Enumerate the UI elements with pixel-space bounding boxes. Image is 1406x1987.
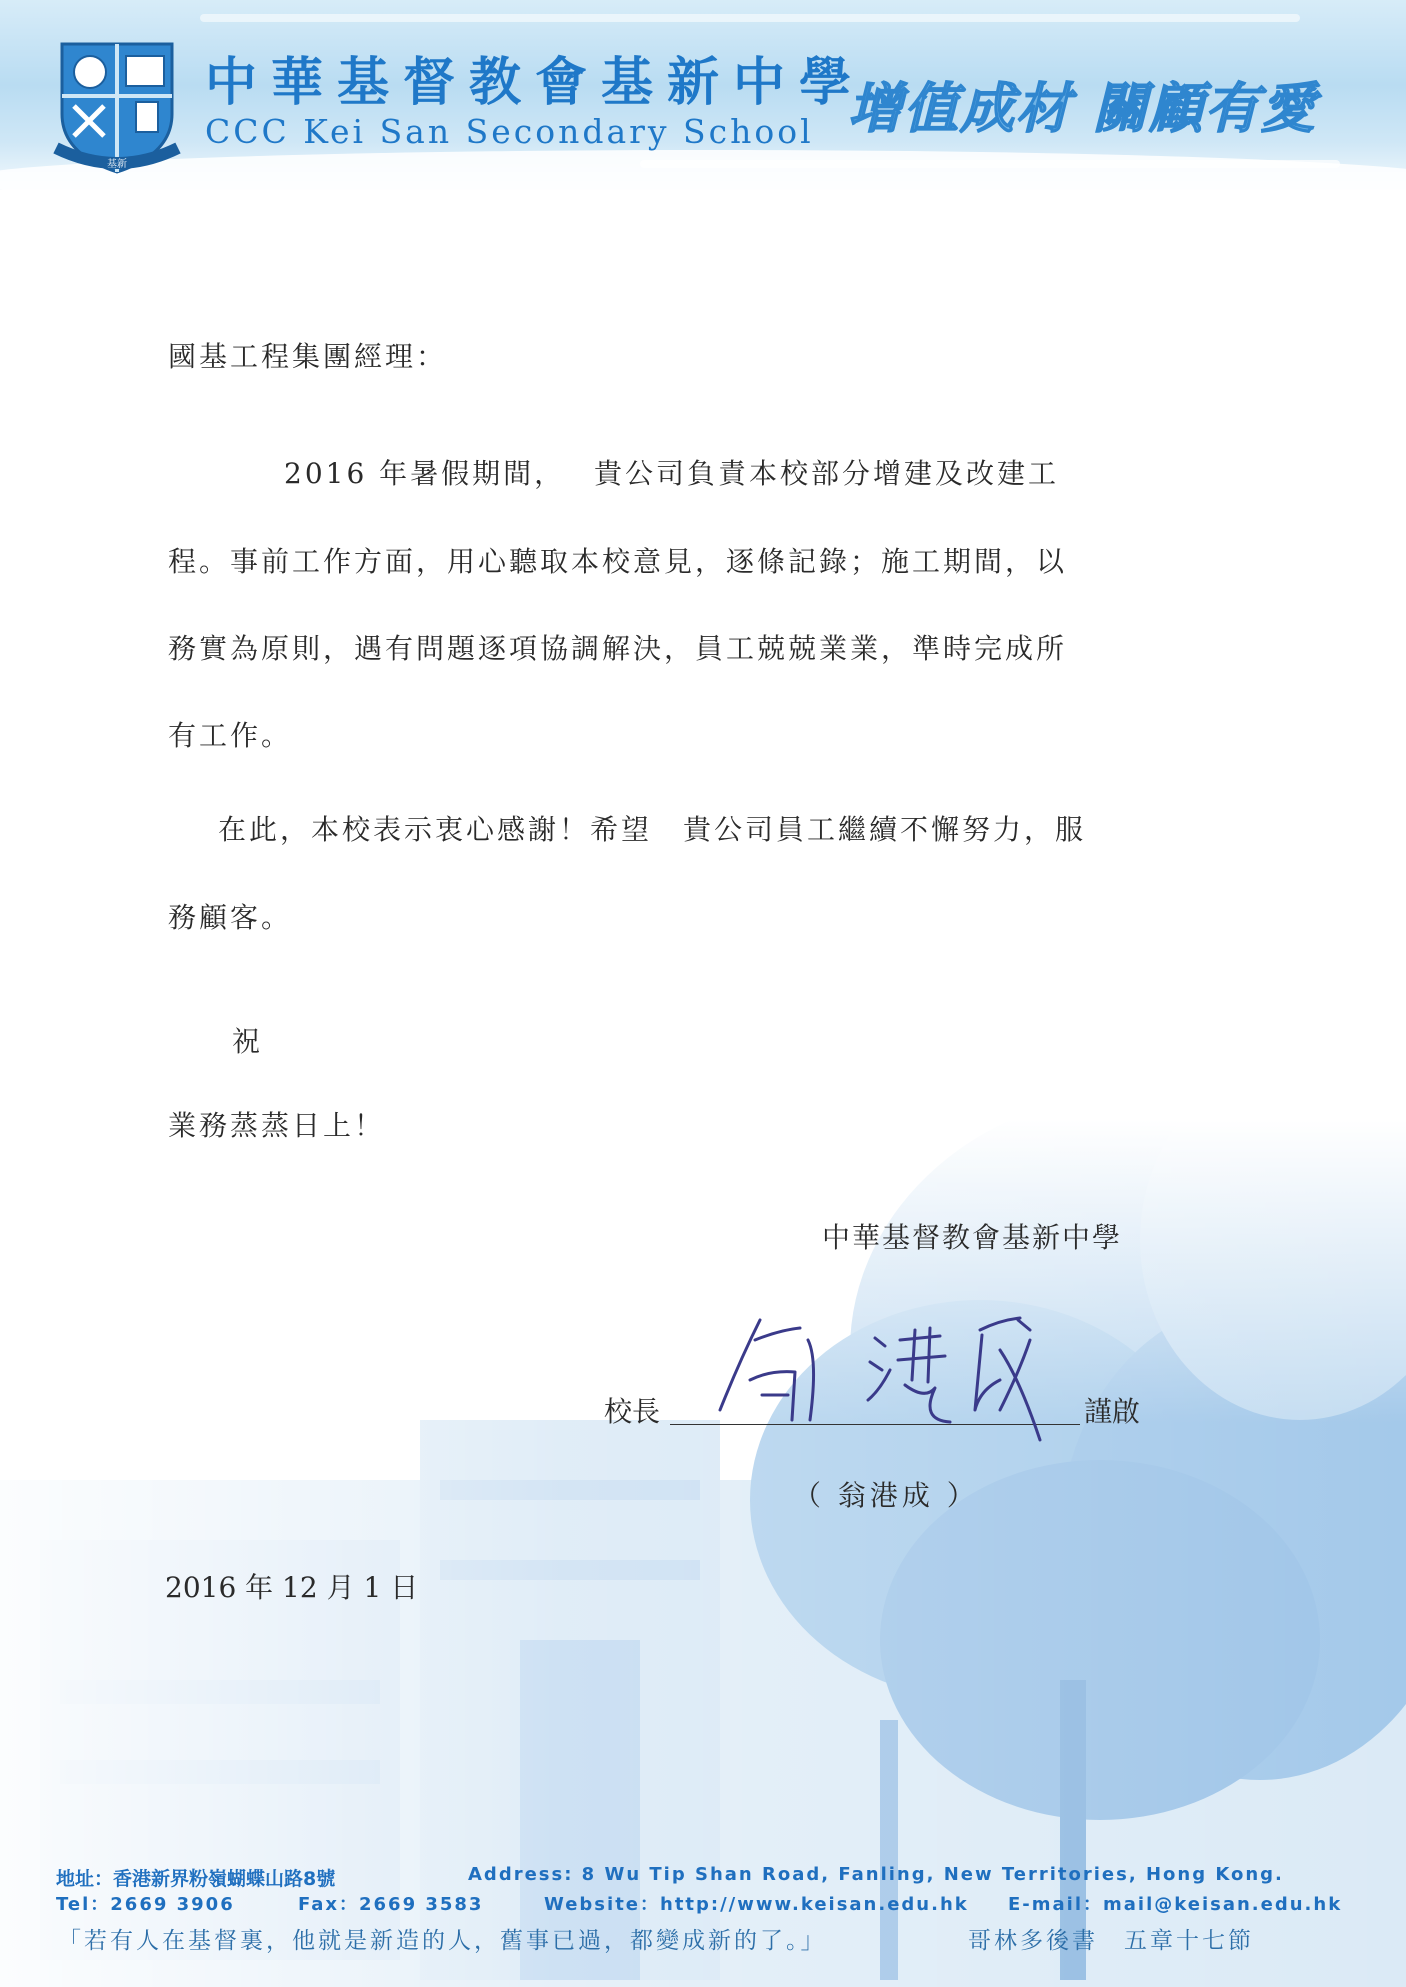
bible-verse-reference: 哥林多後書 五章十七節 [968, 1928, 1254, 1954]
email: E-mail：mail@keisan.edu.hk [1008, 1894, 1343, 1915]
paragraph-line: 務顧客。 [168, 901, 293, 934]
letter-date: 2016 年 12 月 1 日 [165, 1571, 419, 1604]
closing-text: 謹啟 [1084, 1395, 1141, 1428]
paragraph-line: 2016 年暑假期間， 貴公司負責本校部分增建及改建工 [284, 457, 1060, 490]
bible-verse: 「若有人在基督裏，他就是新造的人，舊事已過，都變成新的了。」 [58, 1928, 827, 1954]
school-name-english: CCC Kei San Secondary School [205, 112, 814, 151]
paragraph-line: 有工作。 [168, 719, 293, 752]
wish-text: 業務蒸蒸日上！ [168, 1109, 386, 1142]
paragraph-line: 務實為原則，遇有問題逐項協調解決，員工兢兢業業，準時完成所 [168, 632, 1068, 665]
fax: Fax：2669 3583 [298, 1894, 484, 1915]
principal-printed-name: （ 翁港成 ） [793, 1479, 979, 1512]
banner-streak [200, 14, 1300, 22]
paragraph-line: 程。事前工作方面，用心聽取本校意見，逐條記錄；施工期間，以 [168, 545, 1068, 578]
signoff-school-name: 中華基督教會基新中學 [822, 1221, 1123, 1254]
salutation: 國基工程集團經理： [168, 340, 448, 373]
background-school-photo [0, 1120, 1406, 1987]
crest-text: 基新 [107, 159, 127, 170]
principal-label: 校長 [604, 1395, 661, 1428]
handwritten-signature [700, 1300, 1080, 1450]
paragraph-line: 在此，本校表示衷心感謝！希望 貴公司員工繼續不懈努力，服 [218, 813, 1087, 846]
telephone: Tel：2669 3906 [56, 1894, 235, 1915]
website: Website：http://www.keisan.edu.hk [544, 1894, 969, 1915]
letterhead-banner [0, 0, 1406, 190]
banner-swoosh [0, 150, 1406, 190]
school-name-chinese: 中華基督教會基新中學 [205, 52, 866, 113]
address-english: Address: 8 Wu Tip Shan Road, Fanling, New Territories, Hong Kong. [468, 1864, 1284, 1885]
school-crest-icon [52, 36, 182, 176]
address-chinese: 地址：香港新界粉嶺蝴蝶山路8號 [56, 1868, 336, 1890]
school-motto: 增值成材 關顧有愛 [848, 77, 1317, 140]
wish-opening: 祝 [232, 1025, 261, 1058]
